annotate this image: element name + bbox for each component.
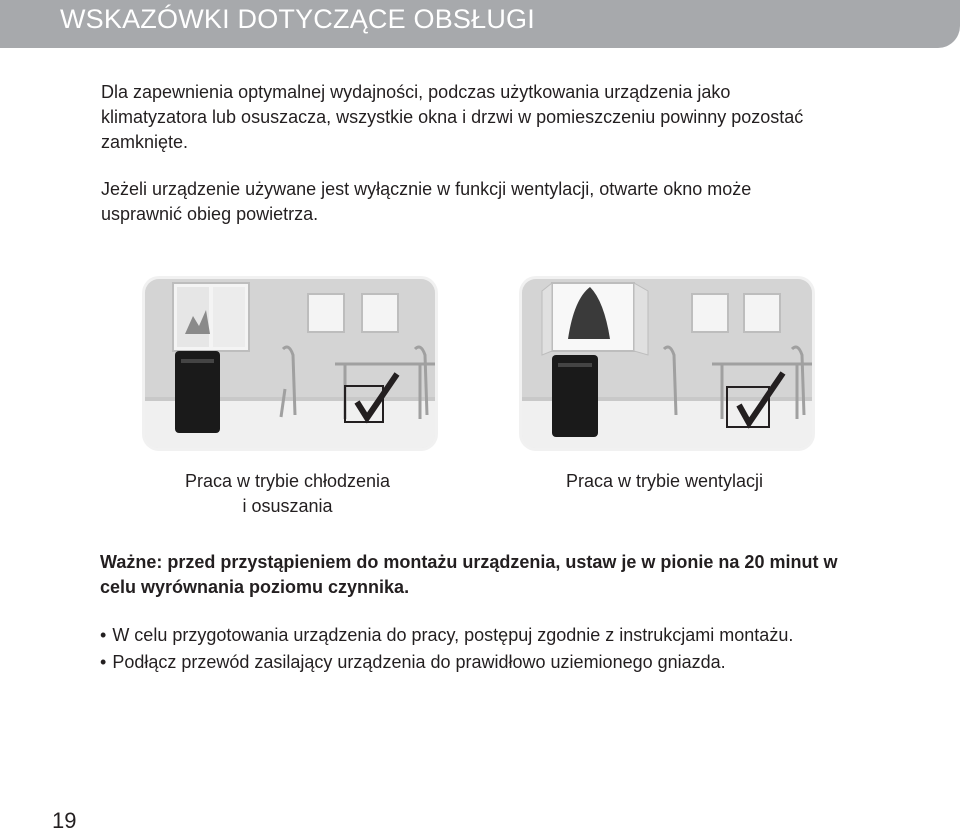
important-note: Ważne: przed przystąpieniem do montażu urządzenia, ustaw je w pionie na 20 minut w celu wyrównania poziomu czynnika. xyxy=(100,552,838,597)
section-title: WSKAZÓWKI DOTYCZĄCE OBSŁUGI xyxy=(60,4,535,34)
fan-mode-caption xyxy=(522,469,807,494)
checkmark-icon xyxy=(343,372,401,424)
list-item: • W celu przygotowania urządzenia do pracy, postępuj zgodnie z instrukcjami montażu. xyxy=(100,622,920,649)
air-conditioner-unit xyxy=(175,351,220,433)
caption-line: Praca w trybie chłodzenia xyxy=(184,471,391,491)
cooling-mode-caption xyxy=(145,469,430,519)
page-number: 19 xyxy=(52,808,77,833)
window-open xyxy=(542,283,648,355)
intro-paragraph-2: Jeżeli urządzenie używane jest wyłącznie w funkcji wentylacji, otwarte okno może usprawnić obieg powietrza. xyxy=(101,179,752,224)
checkmark-icon xyxy=(725,371,787,431)
air-conditioner-unit xyxy=(552,355,598,437)
intro-paragraph-1: Dla zapewnienia optymalnej wydajności, podczas użytkowania urządzenia jako klimatyzatora lub osuszacza, wszystkie okna i drzwi w pomieszczeniu powinny pozostać zamknięte. xyxy=(101,82,804,152)
fan-mode-photo xyxy=(522,279,812,448)
list-item: • Podłącz przewód zasilający urządzenia do prawidłowo uziemionego gniazda. xyxy=(100,649,920,676)
section-header xyxy=(0,0,960,48)
cooling-mode-photo xyxy=(145,279,435,448)
caption-line: Praca w trybie wentylacji xyxy=(565,471,764,491)
caption-line: i osuszania xyxy=(242,496,333,516)
window-closed xyxy=(173,283,249,351)
instruction-list xyxy=(100,622,920,676)
